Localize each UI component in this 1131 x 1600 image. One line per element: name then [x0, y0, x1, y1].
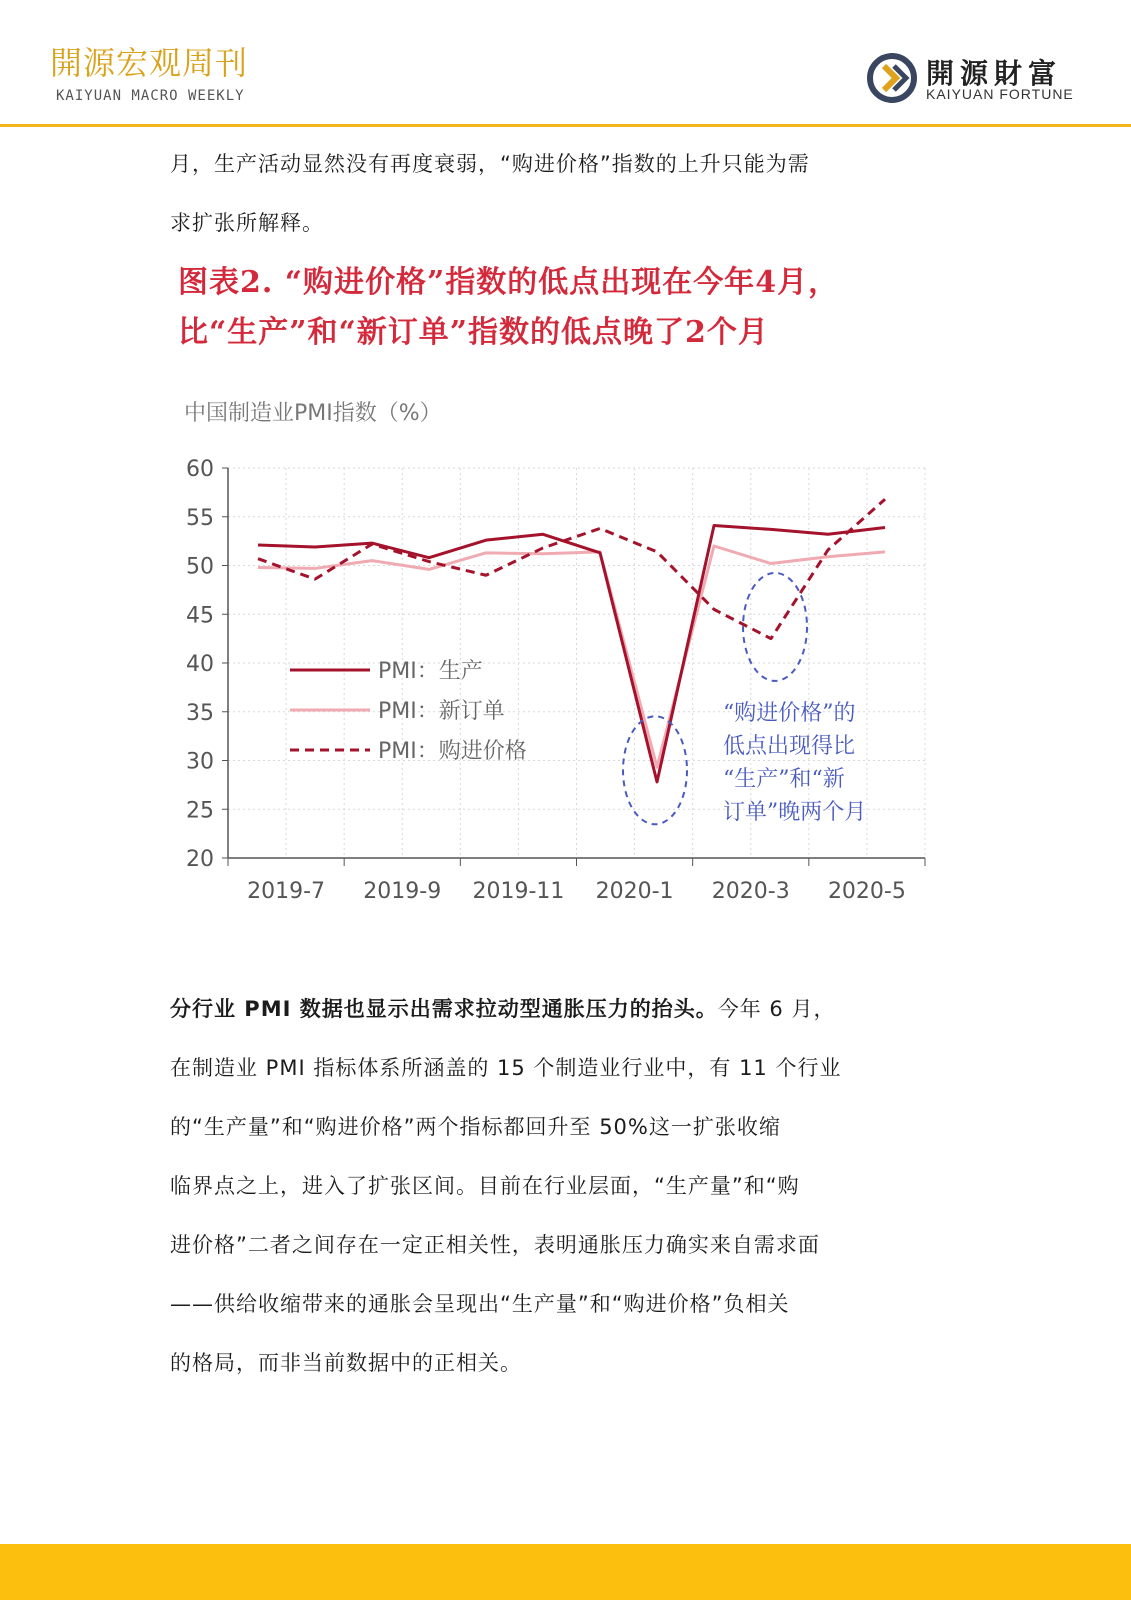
x-tick-label: 2019-7 — [247, 879, 326, 904]
footer-bar — [0, 1544, 1131, 1600]
page-header — [0, 0, 1131, 128]
paragraph-line: 求扩张所解释。 — [170, 211, 324, 235]
y-tick-label: 20 — [186, 847, 214, 872]
paragraph-line: 月，生产活动显然没有再度衰弱，“购进价格”指数的上升只能为需 — [170, 152, 810, 176]
x-tick-label: 2020-1 — [595, 879, 674, 904]
y-tick-label: 50 — [186, 554, 214, 580]
y-tick-label: 40 — [186, 652, 214, 677]
paragraph-line — [170, 980, 960, 1039]
logo-mark-icon — [866, 52, 918, 104]
figure-title-line: 比“生产”和“新订单”指数的低点晚了2个月 — [178, 315, 769, 350]
annotation-text: 低点出现得比 — [723, 734, 856, 759]
annotation-text: 订单”晚两个月 — [723, 800, 867, 825]
legend-label: PMI：生产 — [378, 659, 483, 684]
x-tick-label: 2019-9 — [363, 879, 442, 904]
x-tick-label: 2020-5 — [827, 879, 906, 904]
chart-title: 中国制造业PMI指数（%） — [184, 401, 442, 426]
figure-title — [178, 258, 978, 358]
pmi-chart — [170, 390, 960, 930]
legend-label: PMI：购进价格 — [378, 739, 527, 764]
y-tick-label: 35 — [186, 700, 214, 726]
paragraph-line: ——供给收缩带来的通胀会呈现出“生产量”和“购进价格”负相关 — [170, 1292, 790, 1316]
annotation-ellipse — [743, 573, 807, 681]
brand-subtitle: KAIYUAN MACRO WEEKLY — [56, 88, 245, 104]
annotation-text: “生产”和“新 — [723, 767, 845, 792]
y-tick-label: 60 — [186, 457, 214, 482]
y-tick-label: 55 — [186, 505, 214, 531]
series-line — [258, 499, 885, 638]
pmi-chart-svg — [170, 390, 960, 930]
y-tick-label: 25 — [186, 798, 214, 824]
header-rule — [0, 124, 1131, 127]
y-tick-label: 30 — [186, 749, 214, 775]
paragraph-line: 临界点之上，进入了扩张区间。目前在行业层面，“生产量”和“购 — [170, 1174, 800, 1198]
x-tick-label: 2019-11 — [472, 879, 565, 904]
logo-text: 開源財富 — [926, 57, 1063, 90]
paragraph-line: 进价格”二者之间存在一定正相关性，表明通胀压力确实来自需求面 — [170, 1233, 820, 1257]
company-logo — [866, 52, 1086, 106]
brand-title: 開源宏观周刊 — [50, 44, 249, 82]
figure-title-line: 图表2. “购进价格”指数的低点出现在今年4月， — [178, 265, 840, 300]
y-tick-label: 45 — [186, 603, 214, 629]
paragraph-text: 今年 6 月， — [717, 997, 836, 1021]
paragraph-line: 的“生产量”和“购进价格”两个指标都回升至 50%这一扩张收缩 — [170, 1115, 781, 1139]
bold-lead-sentence: 分行业 PMI 数据也显示出需求拉动型通胀压力的抬头。 — [170, 997, 718, 1021]
legend-label: PMI：新订单 — [378, 699, 505, 724]
paragraph-line: 的格局，而非当前数据中的正相关。 — [170, 1351, 522, 1375]
annotation-text: “购进价格”的 — [723, 701, 856, 726]
paragraph-line: 在制造业 PMI 指标体系所涵盖的 15 个制造业行业中，有 11 个行业 — [170, 1056, 842, 1080]
x-tick-label: 2020-3 — [711, 879, 790, 904]
logo-subtext: KAIYUAN FORTUNE — [926, 86, 1074, 102]
